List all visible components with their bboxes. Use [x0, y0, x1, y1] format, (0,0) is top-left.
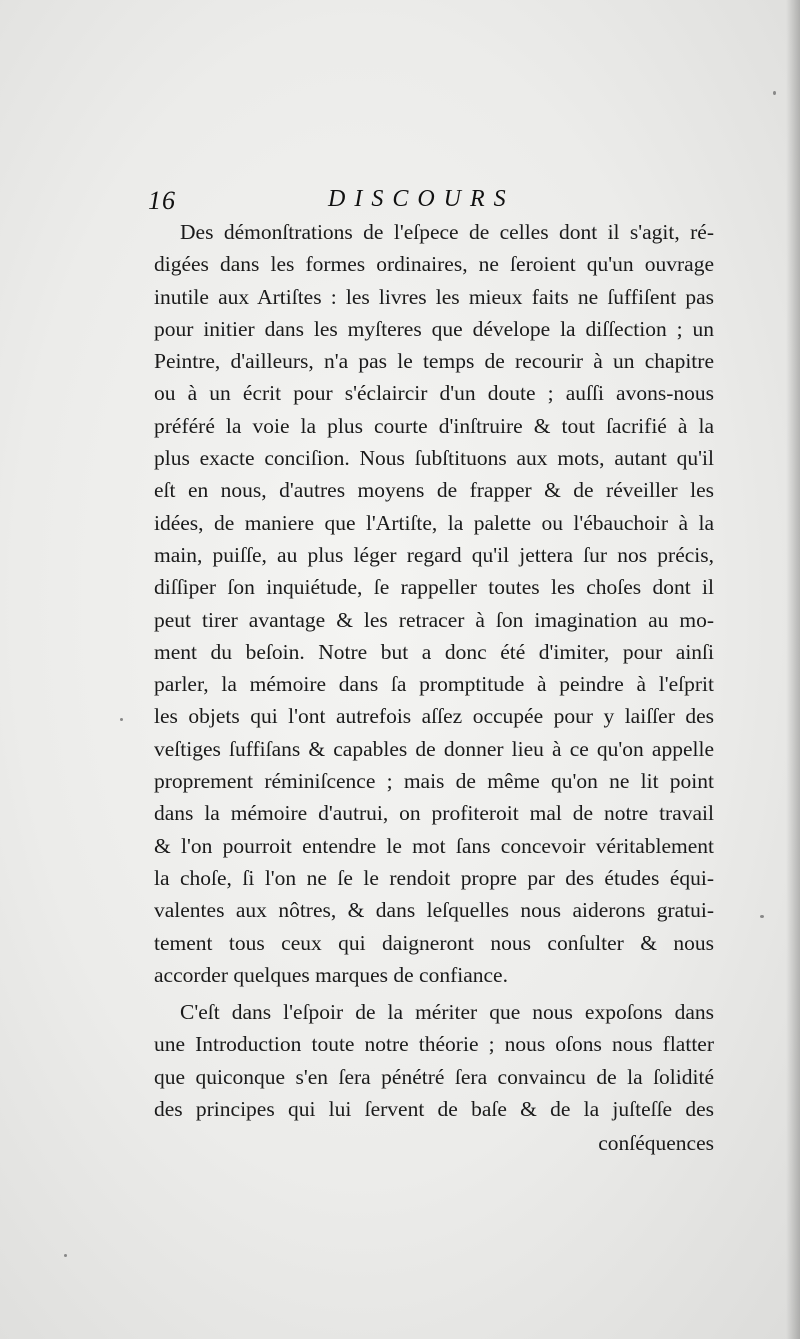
text-line: digées dans les formes ordinaires, ne ſeroient qu'un ouvrage [154, 252, 714, 277]
text-line: proprement réminiſcence ; mais de même qu'on ne lit point [154, 769, 714, 794]
text-line: préféré la voie la plus courte d'inſtruire & tout ſacrifié à la [154, 413, 714, 438]
text-line: main, puiſſe, au plus léger regard qu'il jettera ſur nos précis, [154, 542, 714, 567]
catchword: conſéquences [598, 1131, 714, 1155]
text-line: dans la mémoire d'autrui, on profiteroit mal de notre travail [154, 801, 714, 826]
text-line: inutile aux Artiſtes : les livres les mieux faits ne ſuffiſent pas [154, 284, 714, 309]
text-line: ment du beſoin. Notre but a donc été d'imiter, pour ainſi [154, 639, 714, 664]
text-line: que quiconque s'en ſera pénétré ſera convaincu de la ſolidité [154, 1064, 714, 1089]
text-line: Peintre, d'ailleurs, n'a pas le temps de recourir à un chapitre [154, 349, 714, 374]
paper-speck [64, 1254, 67, 1257]
paper-speck [120, 718, 123, 721]
text-line: plus exacte conciſion. Nous ſubſtituons aux mots, autant qu'il [154, 446, 714, 471]
text-line: les objets qui l'ont autrefois aſſez occupée pour y laiſſer des [154, 704, 714, 729]
text-line: ou à un écrit pour s'éclaircir d'un doute ; auſſi avons-nous [154, 381, 714, 406]
text-line: diſſiper ſon inquiétude, ſe rappeller toutes les choſes dont il [154, 575, 714, 600]
text-line: eſt en nous, d'autres moyens de frapper & de réveiller les [154, 478, 714, 503]
text-line: la choſe, ſi l'on ne ſe le rendoit propre par des études équi- [154, 865, 714, 890]
text-line: parler, la mémoire dans ſa promptitude à peindre à l'eſprit [154, 672, 714, 697]
body-text [154, 216, 714, 1125]
text-line: tement tous ceux qui daigneront nous conſulter & nous [154, 930, 714, 955]
paragraph-1 [154, 216, 714, 991]
text-line: & l'on pourroit entendre le mot ſans concevoir véritablement [154, 833, 714, 858]
text-line: pour initier dans les myſteres que dévelope la diſſection ; un [154, 316, 714, 341]
text-line: veſtiges ſuffiſans & capables de donner lieu à ce qu'on appelle [154, 736, 714, 761]
page-edge-shadow [786, 0, 800, 1339]
page-number: 16 [148, 186, 176, 215]
text-line: C'eſt dans l'eſpoir de la mériter que nous expoſons dans [180, 1000, 714, 1025]
running-head [148, 186, 718, 216]
paper-speck [760, 915, 764, 918]
text-line: Des démonſtrations de l'eſpece de celles dont il s'agit, ré- [180, 220, 714, 244]
text-line: idées, de maniere que l'Artiſte, la palette ou l'ébauchoir à la [154, 510, 714, 535]
paragraph-2 [154, 996, 714, 1125]
text-line: valentes aux nôtres, & dans leſquelles nous aiderons gratui- [154, 898, 714, 923]
running-title: DISCOURS [328, 186, 515, 212]
text-line: accorder quelques marques de confiance. [154, 962, 508, 987]
text-line: des principes qui lui ſervent de baſe & de la juſteſſe des [154, 1097, 714, 1122]
text-line: une Introduction toute notre théorie ; nous oſons nous flatter [154, 1032, 714, 1057]
paper-speck [773, 91, 776, 95]
text-line: peut tirer avantage & les retracer à ſon imagination au mo- [154, 607, 714, 632]
